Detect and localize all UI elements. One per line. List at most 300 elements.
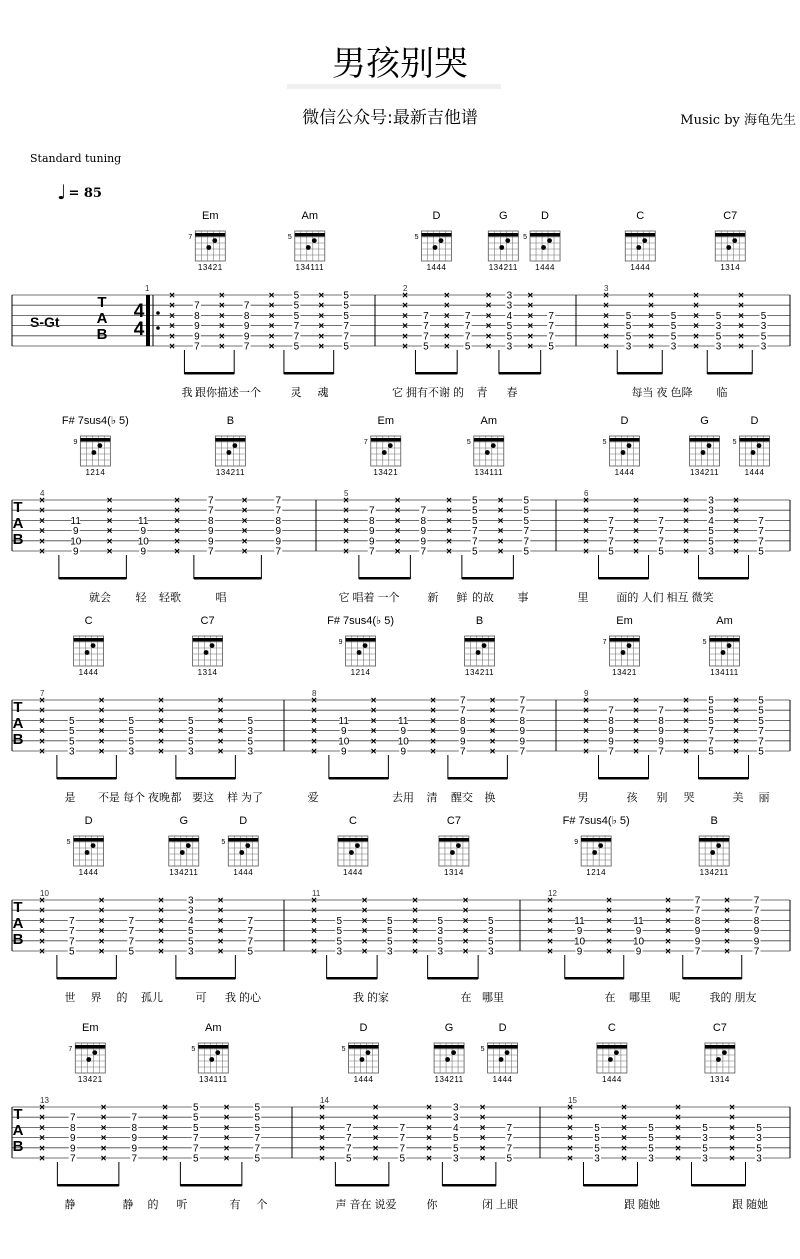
muted-string-mark: × (485, 290, 492, 302)
chord-diagram (169, 815, 199, 877)
barre-bar (488, 233, 518, 237)
note-beam (565, 977, 624, 980)
finger-dot (439, 238, 444, 243)
tab-staff (0, 605, 800, 810)
fret-note: 3 (487, 926, 494, 938)
finger-dot (445, 1057, 450, 1062)
fret-note: 5 (343, 290, 349, 302)
muted-string-mark: × (606, 905, 612, 917)
muted-string-mark: × (724, 936, 730, 948)
finger-dot (456, 843, 461, 848)
muted-string-mark: × (729, 1122, 735, 1134)
fret-note: 5 (187, 736, 194, 748)
chord-diagram (434, 1022, 464, 1084)
lyric: 哪里 (629, 992, 651, 1004)
muted-string-mark: × (241, 546, 248, 558)
muted-string-mark: × (241, 495, 248, 507)
muted-string-mark: × (497, 515, 504, 527)
finger-dot (212, 238, 217, 243)
fret-note: 7 (343, 331, 349, 343)
lyric: 我的 朋友 (709, 992, 757, 1004)
measure-number: 9 (584, 689, 589, 698)
chord-name: C (607, 1022, 616, 1034)
chord-diagram (67, 815, 104, 877)
fret-note: 7 (192, 1133, 199, 1145)
fret-note: 5 (247, 736, 254, 748)
chord-name: Am (480, 415, 498, 427)
chord-diagram (191, 1022, 228, 1084)
fret-note: 5 (523, 495, 530, 507)
fret-note: 7 (548, 310, 554, 322)
fret-note: 5 (293, 341, 300, 353)
fret-note: 3 (386, 946, 393, 958)
fret-note: 3 (708, 546, 714, 558)
fret-note: 5 (487, 936, 494, 948)
fret-number: 7 (602, 639, 607, 646)
fret-note: 7 (608, 705, 614, 717)
lyric: 醒交 (451, 792, 473, 804)
finger-numbers: 1214 (85, 468, 106, 477)
finger-numbers: 134211 (169, 868, 199, 877)
muted-string-mark: × (527, 300, 534, 312)
muted-string-mark: × (683, 546, 689, 558)
barre-bar (193, 638, 223, 642)
fret-note: 5 (625, 310, 632, 322)
barre-bar (581, 838, 611, 842)
lyric: 声 音在 说爱 (335, 1199, 397, 1211)
chord-name: D (620, 415, 629, 427)
finger-numbers: 1444 (78, 868, 99, 877)
title-underline (287, 84, 501, 89)
lyric: 听 (176, 1199, 188, 1211)
muted-string-mark: × (603, 290, 609, 302)
muted-string-mark: × (217, 705, 224, 717)
muted-string-mark: × (218, 290, 225, 302)
muted-string-mark: × (733, 515, 739, 527)
lyric: 每当 夜 色降 (631, 387, 693, 399)
fret-note: 9 (576, 946, 583, 958)
muted-string-mark: × (446, 495, 452, 507)
fret-note: 9 (69, 1133, 76, 1145)
chord-diagram (68, 1022, 105, 1084)
barre-bar (348, 1045, 378, 1049)
fret-note: 7 (247, 915, 254, 927)
muted-string-mark: × (583, 505, 589, 517)
fret-number: 7 (363, 439, 368, 446)
finger-dot (614, 1050, 619, 1055)
muted-string-mark: × (268, 341, 275, 353)
chord-name: B (475, 615, 484, 627)
fret-note: 9 (635, 926, 642, 938)
fret-note: 7 (420, 505, 427, 517)
muted-string-mark: × (106, 526, 113, 538)
fret-note: 5 (192, 1112, 199, 1124)
muted-string-mark: × (223, 1102, 230, 1114)
lyric: 魂 (317, 387, 329, 399)
lyric: 闭 上眼 (481, 1199, 519, 1211)
note-beam (428, 977, 479, 980)
muted-string-mark: × (162, 1153, 168, 1165)
muted-string-mark: × (479, 1112, 486, 1124)
muted-string-mark: × (606, 915, 612, 927)
muted-string-mark: × (462, 946, 469, 958)
fret-note: 9 (243, 321, 250, 333)
chord-name: D (239, 815, 248, 827)
fret-note: 8 (69, 1122, 76, 1134)
finger-dot (349, 850, 354, 855)
fret-note: 9 (340, 746, 347, 758)
finger-dot (97, 443, 102, 448)
note-beam (194, 577, 262, 580)
lyric: 爱 (307, 792, 319, 804)
muted-string-mark: × (583, 736, 589, 748)
chord-name: C (636, 210, 645, 222)
muted-string-mark: × (446, 505, 452, 517)
finger-dot (204, 650, 209, 655)
muted-string-mark: × (633, 746, 639, 758)
fret-note: 9 (207, 536, 214, 548)
muted-string-mark: × (158, 736, 164, 748)
finger-dot (206, 245, 211, 250)
fret-note: 9 (131, 1143, 138, 1155)
fret-note: 7 (548, 331, 554, 343)
muted-string-mark: × (489, 746, 496, 758)
muted-string-mark: × (738, 310, 744, 322)
muted-string-mark: × (633, 546, 639, 558)
fret-note: 5 (625, 321, 632, 333)
fret-note: 11 (633, 915, 644, 927)
fret-note: 9 (194, 321, 200, 333)
fret-note: 9 (576, 926, 583, 938)
muted-string-mark: × (98, 905, 105, 917)
note-beam (57, 777, 117, 780)
finger-dot (215, 1050, 220, 1055)
chord-diagram (625, 210, 655, 272)
fret-note: 3 (708, 505, 714, 517)
muted-string-mark: × (633, 695, 639, 707)
measure-number: 7 (40, 689, 45, 698)
muted-string-mark: × (426, 1112, 432, 1124)
muted-string-mark: × (394, 495, 401, 507)
fret-note: 3 (187, 905, 194, 917)
fret-number: 7 (188, 234, 193, 241)
muted-string-mark: × (430, 695, 436, 707)
fret-note: 7 (399, 1133, 406, 1145)
muted-string-mark: × (547, 915, 553, 927)
muted-string-mark: × (489, 695, 496, 707)
fret-note: 9 (459, 736, 466, 748)
muted-string-mark: × (675, 1133, 681, 1145)
fret-note: 9 (69, 1143, 76, 1155)
fret-note: 5 (452, 1133, 459, 1145)
muted-string-mark: × (583, 526, 589, 538)
chord-name: C7 (712, 1022, 727, 1034)
muted-string-mark: × (648, 321, 654, 333)
fret-note: 3 (128, 746, 135, 758)
fret-note: 5 (386, 926, 393, 938)
muted-string-mark: × (583, 715, 589, 727)
muted-string-mark: × (733, 495, 739, 507)
chord-diagram (603, 415, 640, 477)
tab-system (0, 1012, 800, 1217)
barre-bar (74, 838, 104, 842)
note-beam (462, 577, 514, 580)
muted-string-mark: × (443, 300, 450, 312)
fret-note: 7 (708, 736, 714, 748)
fret-note: 3 (708, 495, 714, 507)
muted-string-mark: × (412, 936, 418, 948)
chord-diagram (62, 415, 129, 477)
fret-note: 3 (625, 341, 632, 353)
muted-string-mark: × (311, 726, 317, 738)
finger-dot (366, 1050, 371, 1055)
fret-note: 9 (368, 536, 375, 548)
muted-string-mark: × (39, 695, 45, 707)
muted-string-mark: × (174, 536, 180, 548)
fret-note: 8 (608, 715, 614, 727)
muted-string-mark: × (446, 546, 452, 558)
muted-string-mark: × (733, 746, 739, 758)
fret-note: 9 (140, 526, 147, 538)
finger-dot (86, 1057, 91, 1062)
muted-string-mark: × (39, 1112, 45, 1124)
finger-dot (621, 650, 626, 655)
fret-note: 5 (648, 1122, 654, 1134)
muted-string-mark: × (98, 936, 105, 948)
chord-name: B (226, 415, 235, 427)
finger-numbers: 134211 (465, 668, 495, 677)
muted-string-mark: × (462, 915, 469, 927)
fret-number: 5 (480, 1046, 485, 1053)
muted-string-mark: × (311, 705, 317, 717)
finger-dot (482, 643, 487, 648)
muted-string-mark: × (98, 695, 105, 707)
chord-diagram (465, 615, 495, 677)
muted-string-mark: × (39, 895, 45, 907)
fret-note: 5 (247, 715, 254, 727)
fret-note: 7 (293, 321, 300, 333)
muted-string-mark: × (100, 1122, 107, 1134)
lyric: 清 (426, 792, 438, 804)
fret-note: 3 (715, 321, 722, 333)
lyric: 鲜 (456, 592, 468, 604)
muted-string-mark: × (567, 1143, 573, 1155)
fret-note: 5 (715, 331, 722, 343)
muted-string-mark: × (693, 310, 699, 322)
fret-note: 5 (625, 331, 632, 343)
fret-note: 3 (760, 341, 767, 353)
lyric: 跟你描述一个 (195, 387, 261, 399)
fret-note: 5 (343, 341, 349, 353)
note-beam (699, 577, 749, 580)
repeat-bar (146, 295, 150, 346)
muted-string-mark: × (39, 515, 45, 527)
lyric: 的故 (472, 592, 494, 604)
fret-number: 7 (68, 1046, 73, 1053)
fret-note: 7 (506, 1143, 513, 1155)
fret-note: 5 (670, 310, 677, 322)
muted-string-mark: × (485, 321, 492, 333)
fret-note: 7 (68, 915, 75, 927)
fret-note: 5 (594, 1122, 600, 1134)
muted-string-mark: × (100, 1112, 107, 1124)
finger-dot (751, 450, 756, 455)
fret-note: 5 (254, 1122, 261, 1134)
fret-note: 5 (336, 915, 343, 927)
muted-string-mark: × (372, 1143, 379, 1155)
tab-clef-letter: B (12, 531, 24, 548)
fret-note: 9 (72, 546, 79, 558)
muted-string-mark: × (733, 736, 739, 748)
muted-string-mark: × (372, 1133, 379, 1145)
lyric: 去用 (392, 792, 414, 804)
fret-note: 7 (519, 695, 526, 707)
fret-note: 9 (635, 946, 642, 958)
muted-string-mark: × (412, 895, 418, 907)
muted-string-mark: × (606, 895, 612, 907)
muted-string-mark: × (733, 546, 739, 558)
muted-string-mark: × (106, 546, 113, 558)
muted-string-mark: × (158, 905, 164, 917)
muted-string-mark: × (241, 505, 248, 517)
tab-clef-letter: T (13, 699, 23, 716)
fret-note: 7 (345, 1133, 352, 1145)
muted-string-mark: × (311, 926, 317, 938)
muted-string-mark: × (311, 936, 317, 948)
chord-name: D (498, 1022, 507, 1034)
note-beam (329, 777, 389, 780)
muted-string-mark: × (98, 895, 105, 907)
barre-bar (625, 233, 655, 237)
barre-bar (699, 838, 729, 842)
finger-dot (722, 1050, 727, 1055)
finger-numbers: 13421 (373, 468, 399, 477)
muted-string-mark: × (169, 321, 175, 333)
barre-bar (740, 438, 770, 442)
fret-note: 3 (756, 1153, 762, 1165)
fret-note: 7 (471, 526, 478, 538)
muted-string-mark: × (158, 746, 164, 758)
finger-dot (547, 238, 552, 243)
muted-string-mark: × (412, 915, 418, 927)
muted-string-mark: × (343, 526, 349, 538)
fret-note: 11 (70, 515, 81, 527)
fret-note: 5 (464, 341, 471, 353)
fret-note: 9 (658, 726, 664, 738)
fret-note: 7 (459, 695, 466, 707)
measure-number: 2 (403, 284, 408, 293)
finger-dot (505, 238, 510, 243)
tab-clef-letter: B (96, 326, 108, 343)
barre-bar (610, 638, 640, 642)
muted-string-mark: × (268, 321, 275, 333)
fret-note: 3 (247, 746, 254, 758)
fret-note: 7 (345, 1143, 352, 1155)
fret-note: 7 (523, 526, 530, 538)
fret-number: 9 (73, 439, 78, 446)
fret-note: 9 (753, 926, 760, 938)
muted-string-mark: × (479, 1122, 486, 1134)
barre-bar (488, 1045, 518, 1049)
muted-string-mark: × (621, 1133, 627, 1145)
fret-note: 7 (192, 1143, 199, 1155)
tab-system (0, 200, 800, 405)
muted-string-mark: × (665, 926, 671, 938)
finger-dot (382, 450, 387, 455)
chord-diagram (699, 815, 729, 877)
chord-name: G (444, 1022, 454, 1034)
chord-diagram (288, 210, 325, 272)
muted-string-mark: × (361, 905, 368, 917)
finger-dot (485, 450, 490, 455)
note-beam (599, 777, 649, 780)
tab-clef-letter: A (12, 915, 24, 932)
chord-diagram (338, 815, 368, 877)
finger-numbers: 1444 (353, 1075, 374, 1084)
muted-string-mark: × (733, 715, 739, 727)
muted-string-mark: × (485, 300, 492, 312)
lyric: 青 (476, 387, 488, 399)
barre-bar (705, 1045, 735, 1049)
lyric: 哪里 (482, 992, 504, 1004)
muted-string-mark: × (633, 726, 639, 738)
finger-numbers: 134211 (215, 468, 245, 477)
muted-string-mark: × (39, 946, 45, 958)
chord-diagram (215, 415, 245, 477)
muted-string-mark: × (174, 505, 180, 517)
muted-string-mark: × (319, 1133, 325, 1145)
muted-string-mark: × (98, 915, 105, 927)
muted-string-mark: × (39, 736, 45, 748)
chord-diagram (415, 210, 452, 272)
note-beam (415, 372, 457, 375)
lyric: 面的 人们 相互 微笑 (616, 592, 714, 604)
muted-string-mark: × (547, 926, 553, 938)
muted-string-mark: × (527, 310, 534, 322)
muted-string-mark: × (343, 546, 349, 558)
muted-string-mark: × (693, 290, 699, 302)
fret-note: 3 (247, 726, 254, 738)
muted-string-mark: × (106, 505, 113, 517)
lyric: 在 (460, 992, 472, 1004)
finger-numbers: 1444 (492, 1075, 513, 1084)
fret-note: 7 (758, 536, 764, 548)
lyric: 有 (229, 1199, 241, 1211)
muted-string-mark: × (39, 1133, 45, 1145)
muted-string-mark: × (394, 536, 401, 548)
finger-dot (721, 650, 726, 655)
fret-number: 5 (287, 234, 292, 241)
fret-number: 5 (523, 234, 528, 241)
muted-string-mark: × (319, 1122, 325, 1134)
fret-note: 7 (368, 505, 375, 517)
fret-note: 10 (70, 536, 82, 548)
chord-diagram (467, 415, 504, 477)
muted-string-mark: × (218, 310, 225, 322)
muted-string-mark: × (268, 300, 275, 312)
fret-note: 5 (471, 505, 478, 517)
muted-string-mark: × (430, 715, 436, 727)
fret-note: 4 (187, 915, 194, 927)
chord-diagram (488, 210, 518, 272)
chord-name: C (84, 615, 93, 627)
fret-note: 9 (519, 736, 526, 748)
lyric: 唱 (215, 592, 227, 604)
muted-string-mark: × (462, 895, 469, 907)
muted-string-mark: × (311, 736, 317, 748)
muted-string-mark: × (426, 1122, 432, 1134)
muted-string-mark: × (443, 290, 450, 302)
